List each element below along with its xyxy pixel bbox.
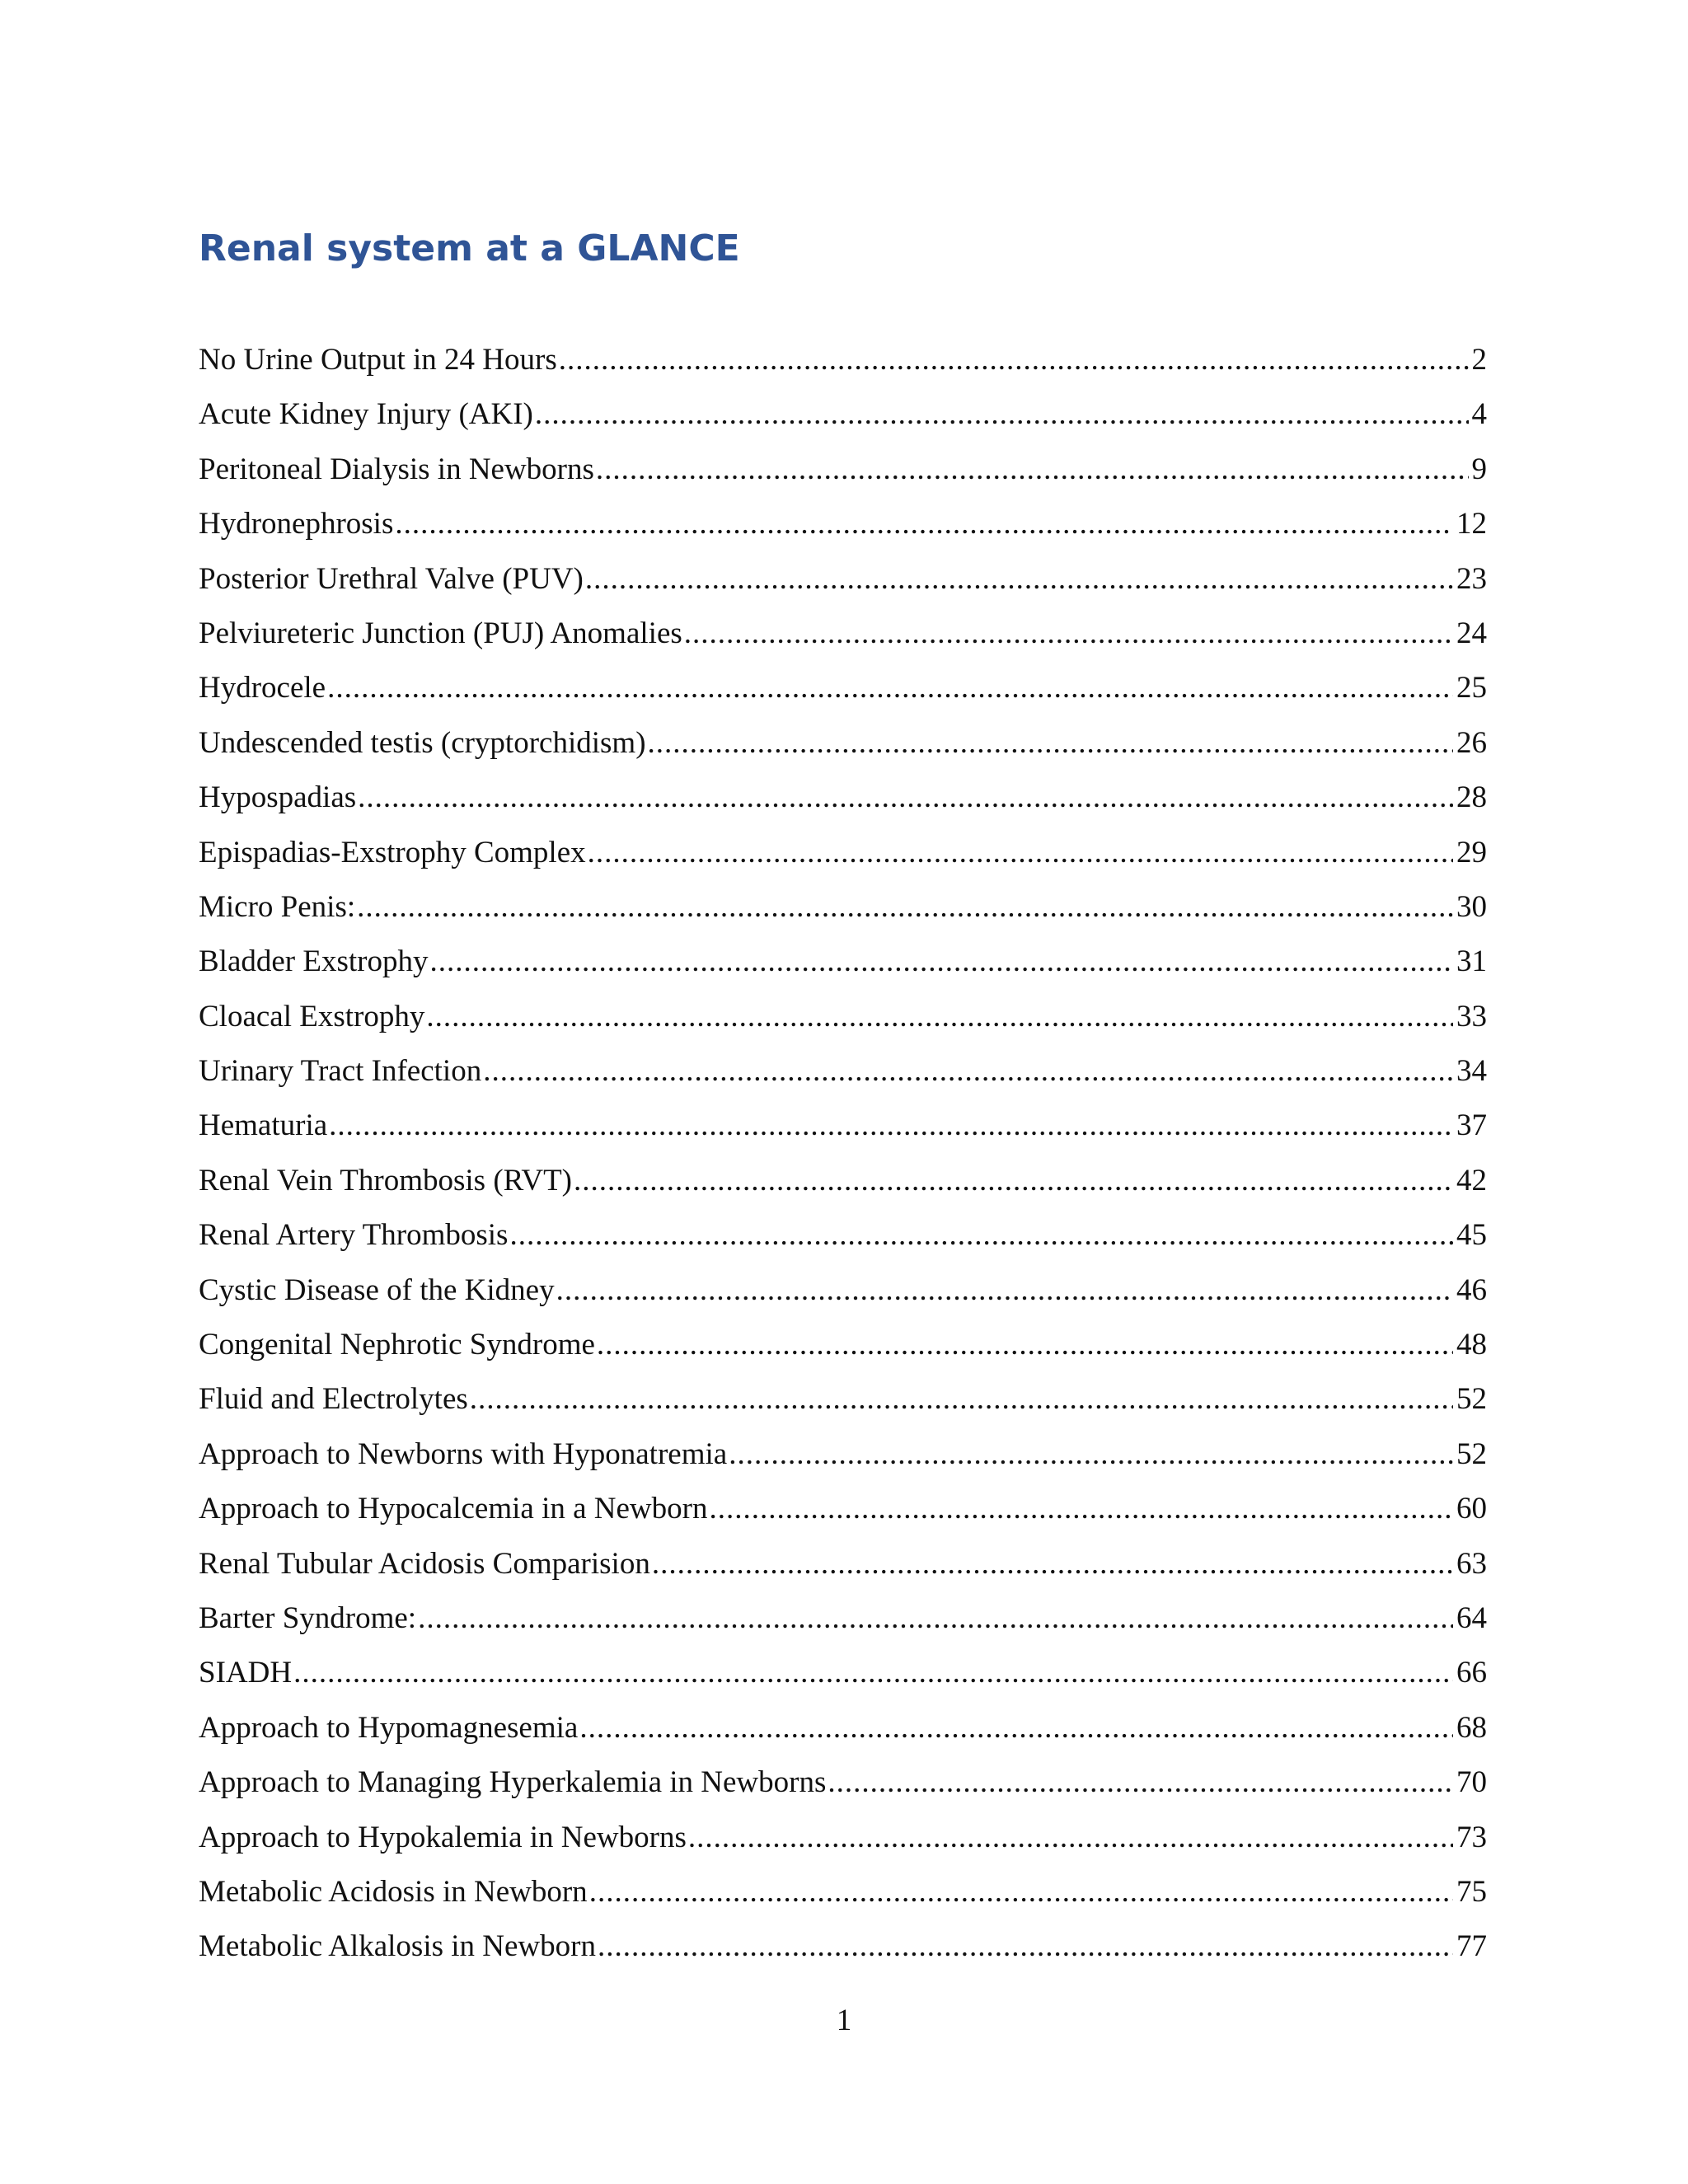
toc-entry-page: 77 bbox=[1456, 1929, 1487, 1964]
toc-entry-title: Epispadias-Exstrophy Complex bbox=[199, 835, 586, 869]
toc-entry-page: 31 bbox=[1456, 944, 1487, 979]
toc-entry[interactable] bbox=[199, 1929, 1487, 1983]
toc-entry-title: Hydrocele bbox=[199, 671, 326, 705]
toc-entry-title: Pelviureteric Junction (PUJ) Anomalies bbox=[199, 616, 682, 650]
toc-entry-title: Congenital Nephrotic Syndrome bbox=[199, 1328, 595, 1362]
toc-entry-page: 66 bbox=[1456, 1656, 1487, 1690]
toc-entry[interactable] bbox=[199, 1327, 1487, 1381]
toc-dot-leader bbox=[429, 944, 1453, 979]
toc-entry[interactable] bbox=[199, 1655, 1487, 1709]
toc-dot-leader bbox=[357, 889, 1453, 925]
toc-entry-title: Peritoneal Dialysis in Newborns bbox=[199, 452, 594, 486]
toc-entry[interactable] bbox=[199, 1053, 1487, 1108]
toc-entry[interactable] bbox=[199, 616, 1487, 670]
toc-entry[interactable] bbox=[199, 1108, 1487, 1162]
toc-entry[interactable] bbox=[199, 780, 1487, 834]
table-of-contents bbox=[199, 342, 1487, 1984]
toc-entry-page: 60 bbox=[1456, 1492, 1487, 1526]
toc-entry[interactable] bbox=[199, 506, 1487, 560]
toc-dot-leader bbox=[329, 1108, 1453, 1143]
toc-entry-title: Metabolic Acidosis in Newborn bbox=[199, 1874, 588, 1909]
toc-entry-title: Renal Artery Thrombosis bbox=[199, 1218, 509, 1253]
toc-entry-page: 46 bbox=[1456, 1272, 1487, 1307]
toc-entry-title: Barter Syndrome: bbox=[199, 1601, 417, 1635]
toc-entry-page: 24 bbox=[1456, 616, 1487, 650]
toc-entry-title: Approach to Hypokalemia in Newborns bbox=[199, 1820, 687, 1854]
toc-entry-title: Undescended testis (cryptorchidism) bbox=[199, 725, 646, 760]
toc-entry-page: 68 bbox=[1456, 1710, 1487, 1745]
toc-entry[interactable] bbox=[199, 1217, 1487, 1272]
toc-dot-leader bbox=[327, 670, 1453, 705]
toc-dot-leader bbox=[426, 999, 1453, 1034]
toc-entry-page: 9 bbox=[1471, 452, 1487, 486]
toc-entry-page: 4 bbox=[1471, 397, 1487, 432]
toc-entry-title: Bladder Exstrophy bbox=[199, 944, 429, 979]
toc-entry-page: 64 bbox=[1456, 1601, 1487, 1635]
toc-entry-page: 52 bbox=[1456, 1382, 1487, 1417]
toc-entry-page: 12 bbox=[1456, 507, 1487, 541]
toc-entry-page: 37 bbox=[1456, 1108, 1487, 1143]
toc-entry[interactable] bbox=[199, 561, 1487, 616]
toc-entry[interactable] bbox=[199, 670, 1487, 724]
toc-entry-title: Hydronephrosis bbox=[199, 507, 394, 541]
toc-entry-page: 45 bbox=[1456, 1218, 1487, 1253]
toc-dot-leader bbox=[559, 342, 1469, 377]
toc-entry-page: 28 bbox=[1456, 780, 1487, 815]
toc-entry-page: 25 bbox=[1456, 671, 1487, 705]
toc-entry-page: 34 bbox=[1456, 1054, 1487, 1089]
toc-entry-page: 33 bbox=[1456, 999, 1487, 1033]
toc-entry-title: Approach to Newborns with Hyponatremia bbox=[199, 1436, 728, 1471]
toc-dot-leader bbox=[579, 1710, 1453, 1746]
toc-entry-title: Cloacal Exstrophy bbox=[199, 999, 425, 1033]
toc-entry-page: 70 bbox=[1456, 1765, 1487, 1800]
toc-entry-page: 42 bbox=[1456, 1163, 1487, 1197]
toc-dot-leader bbox=[688, 1820, 1453, 1855]
toc-dot-leader bbox=[589, 1874, 1453, 1910]
toc-entry[interactable] bbox=[199, 396, 1487, 451]
toc-entry[interactable] bbox=[199, 1491, 1487, 1545]
toc-dot-leader bbox=[729, 1436, 1453, 1472]
toc-entry[interactable] bbox=[199, 1272, 1487, 1327]
toc-entry-title: Approach to Hypocalcemia in a Newborn bbox=[199, 1492, 708, 1526]
toc-entry[interactable] bbox=[199, 1601, 1487, 1655]
toc-entry[interactable] bbox=[199, 999, 1487, 1053]
toc-entry-title: Metabolic Alkalosis in Newborn bbox=[199, 1929, 596, 1964]
toc-dot-leader bbox=[597, 1327, 1453, 1362]
toc-entry[interactable] bbox=[199, 889, 1487, 944]
toc-dot-leader bbox=[648, 725, 1453, 761]
toc-dot-leader bbox=[535, 396, 1469, 432]
toc-entry-page: 48 bbox=[1456, 1328, 1487, 1362]
toc-entry[interactable] bbox=[199, 452, 1487, 506]
page-number: 1 bbox=[836, 2004, 852, 2037]
toc-dot-leader bbox=[358, 780, 1453, 815]
toc-entry-page: 26 bbox=[1456, 725, 1487, 760]
toc-dot-leader bbox=[470, 1381, 1453, 1417]
toc-dot-leader bbox=[588, 835, 1453, 870]
toc-dot-leader bbox=[395, 506, 1453, 541]
toc-entry[interactable] bbox=[199, 725, 1487, 780]
toc-entry[interactable] bbox=[199, 1381, 1487, 1436]
toc-entry-page: 52 bbox=[1456, 1436, 1487, 1471]
toc-entry-page: 30 bbox=[1456, 889, 1487, 924]
toc-entry-title: Renal Vein Thrombosis (RVT) bbox=[199, 1163, 572, 1197]
toc-dot-leader bbox=[293, 1655, 1453, 1690]
toc-entry-page: 29 bbox=[1456, 835, 1487, 869]
toc-entry-title: No Urine Output in 24 Hours bbox=[199, 343, 557, 377]
toc-entry-page: 23 bbox=[1456, 561, 1487, 596]
toc-entry-title: Renal Tubular Acidosis Comparision bbox=[199, 1546, 650, 1581]
toc-dot-leader bbox=[585, 561, 1453, 597]
toc-entry-title: SIADH bbox=[199, 1656, 293, 1690]
toc-dot-leader bbox=[418, 1601, 1453, 1636]
toc-entry-title: Approach to Managing Hyperkalemia in Newborns bbox=[199, 1765, 827, 1800]
toc-entry-title: Cystic Disease of the Kidney bbox=[199, 1272, 555, 1307]
toc-entry-page: 73 bbox=[1456, 1820, 1487, 1854]
toc-entry[interactable] bbox=[199, 835, 1487, 889]
toc-entry[interactable] bbox=[199, 342, 1487, 396]
toc-entry[interactable] bbox=[199, 1546, 1487, 1601]
toc-entry[interactable] bbox=[199, 1436, 1487, 1491]
toc-dot-leader bbox=[574, 1163, 1453, 1198]
toc-dot-leader bbox=[652, 1546, 1453, 1582]
toc-entry[interactable] bbox=[199, 1710, 1487, 1765]
toc-entry-title: Micro Penis: bbox=[199, 889, 356, 924]
toc-entry[interactable] bbox=[199, 1874, 1487, 1929]
toc-dot-leader bbox=[709, 1491, 1453, 1526]
toc-entry-page: 63 bbox=[1456, 1546, 1487, 1581]
toc-entry[interactable] bbox=[199, 944, 1487, 998]
toc-dot-leader bbox=[828, 1765, 1453, 1800]
toc-entry-title: Approach to Hypomagnesemia bbox=[199, 1710, 579, 1745]
toc-dot-leader bbox=[684, 616, 1453, 651]
toc-entry-title: Posterior Urethral Valve (PUV) bbox=[199, 561, 584, 596]
toc-dot-leader bbox=[483, 1053, 1453, 1089]
toc-entry-title: Acute Kidney Injury (AKI) bbox=[199, 397, 533, 432]
toc-entry-title: Urinary Tract Infection bbox=[199, 1054, 482, 1089]
toc-entry-title: Fluid and Electrolytes bbox=[199, 1382, 468, 1417]
toc-entry-page: 75 bbox=[1456, 1874, 1487, 1909]
toc-entry[interactable] bbox=[199, 1820, 1487, 1874]
toc-entry-page: 2 bbox=[1471, 343, 1487, 377]
toc-dot-leader bbox=[596, 452, 1469, 487]
toc-entry-title: Hematuria bbox=[199, 1108, 328, 1143]
toc-entry[interactable] bbox=[199, 1765, 1487, 1819]
toc-entry[interactable] bbox=[199, 1163, 1487, 1217]
page-heading: Renal system at a GLANCE bbox=[199, 227, 740, 269]
toc-dot-leader bbox=[556, 1272, 1453, 1308]
toc-dot-leader bbox=[598, 1929, 1453, 1964]
toc-entry-title: Hypospadias bbox=[199, 780, 357, 815]
toc-dot-leader bbox=[509, 1217, 1453, 1253]
